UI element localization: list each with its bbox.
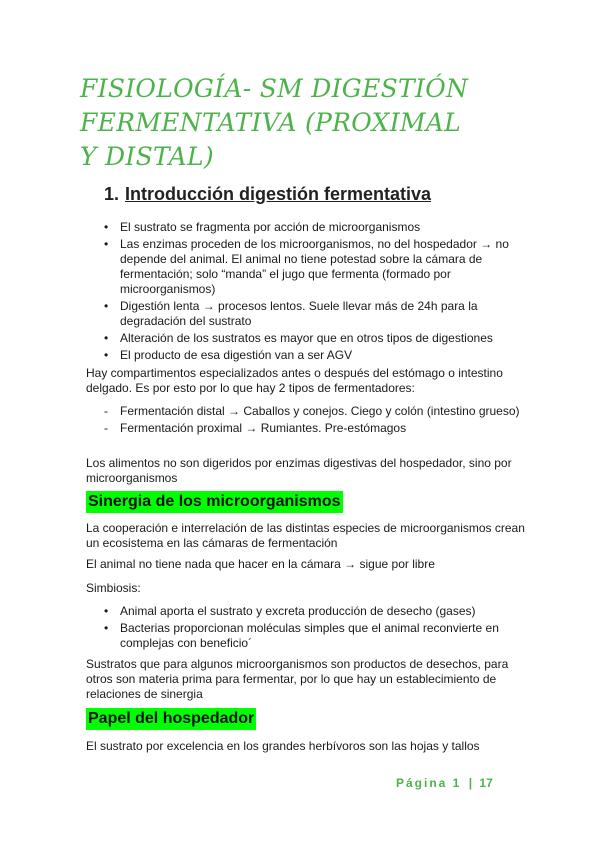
fermenter-types-list <box>86 404 526 438</box>
paragraph: El animal no tiene nada que hacer en la cámara → sigue por libre <box>86 557 435 571</box>
list-item: • El sustrato se fragmenta por acción de microorganismos <box>86 220 526 235</box>
document-title <box>80 72 540 174</box>
list-item: • Bacterias proporcionan moléculas simples que el animal reconvierte en complejas con beneficio´ <box>86 621 526 651</box>
paragraph-simbiosis <box>86 581 526 596</box>
paragraph: La cooperación e interrelación de las distintas especies de microorganismos crean un ecosistema en las cámaras de fermentación <box>86 521 525 550</box>
title-line-2: FERMENTATIVA (PROXIMAL <box>80 108 462 137</box>
paragraph-herbivores <box>86 739 526 754</box>
list-item: • Digestión lenta → procesos lentos. Suele llevar más de 24h para la degradación del sustrato <box>86 299 526 329</box>
paragraph-cooperation <box>86 521 526 551</box>
page-label: Página 1 <box>396 776 462 790</box>
page-footer <box>396 776 493 790</box>
list-item: - Fermentación proximal → Rumiantes. Pre-estómagos <box>86 421 526 436</box>
list-item: • El producto de esa digestión van a ser AGV <box>86 348 526 363</box>
symbiosis-bullets <box>86 604 526 653</box>
section-heading-1 <box>104 184 431 205</box>
list-item: • Alteración de los sustratos es mayor que en otros tipos de digestiones <box>86 331 526 346</box>
section-heading-text: Introducción digestión fermentativa <box>125 184 432 204</box>
paragraph: Sustratos que para algunos microorganismos son productos de desechos, para otros son materia prima para fermentar, por lo que hay un establecimiento de relaciones de sinergia <box>86 657 509 701</box>
paragraph: El sustrato por excelencia en los grandes herbívoros son las hojas y tallos <box>86 739 480 753</box>
title-line-1: FISIOLOGÍA- SM DIGESTIÓN <box>80 74 469 103</box>
list-item: - Fermentación distal → Caballos y conejos. Ciego y colón (intestino grueso) <box>86 404 526 419</box>
paragraph-enzymes <box>86 456 526 486</box>
list-item: • Las enzimas proceden de los microorganismos, no del hospedador → no depende del animal. El animal no tiene potestad sobre la cámara de fermentación; solo “manda” el jugo que fermenta (formado por microorganismos) <box>86 237 526 297</box>
intro-bullets <box>86 220 526 365</box>
title-line-3: Y DISTAL) <box>80 142 214 171</box>
paragraph: Los alimentos no son digeridos por enzimas digestivas del hospedador, sino por microorganismos <box>86 456 512 485</box>
paragraph-animal <box>86 557 526 572</box>
list-item: • Animal aporta el sustrato y excreta producción de desecho (gases) <box>86 604 526 619</box>
paragraph-substrates <box>86 657 526 702</box>
section-number: 1. <box>104 184 120 204</box>
paragraph: Hay compartimentos especializados antes o después del estómago o intestino delgado. Es por esto por lo que hay 2 tipos de fermentadores: <box>86 366 503 395</box>
page-total: 17 <box>479 776 493 790</box>
page-separator: | <box>468 776 473 790</box>
paragraph: Simbiosis: <box>86 581 141 595</box>
heading-hospedador: Papel del hospedador <box>86 708 256 730</box>
paragraph-compartments <box>86 366 526 396</box>
heading-sinergia: Sinergia de los microorganismos <box>86 491 343 513</box>
